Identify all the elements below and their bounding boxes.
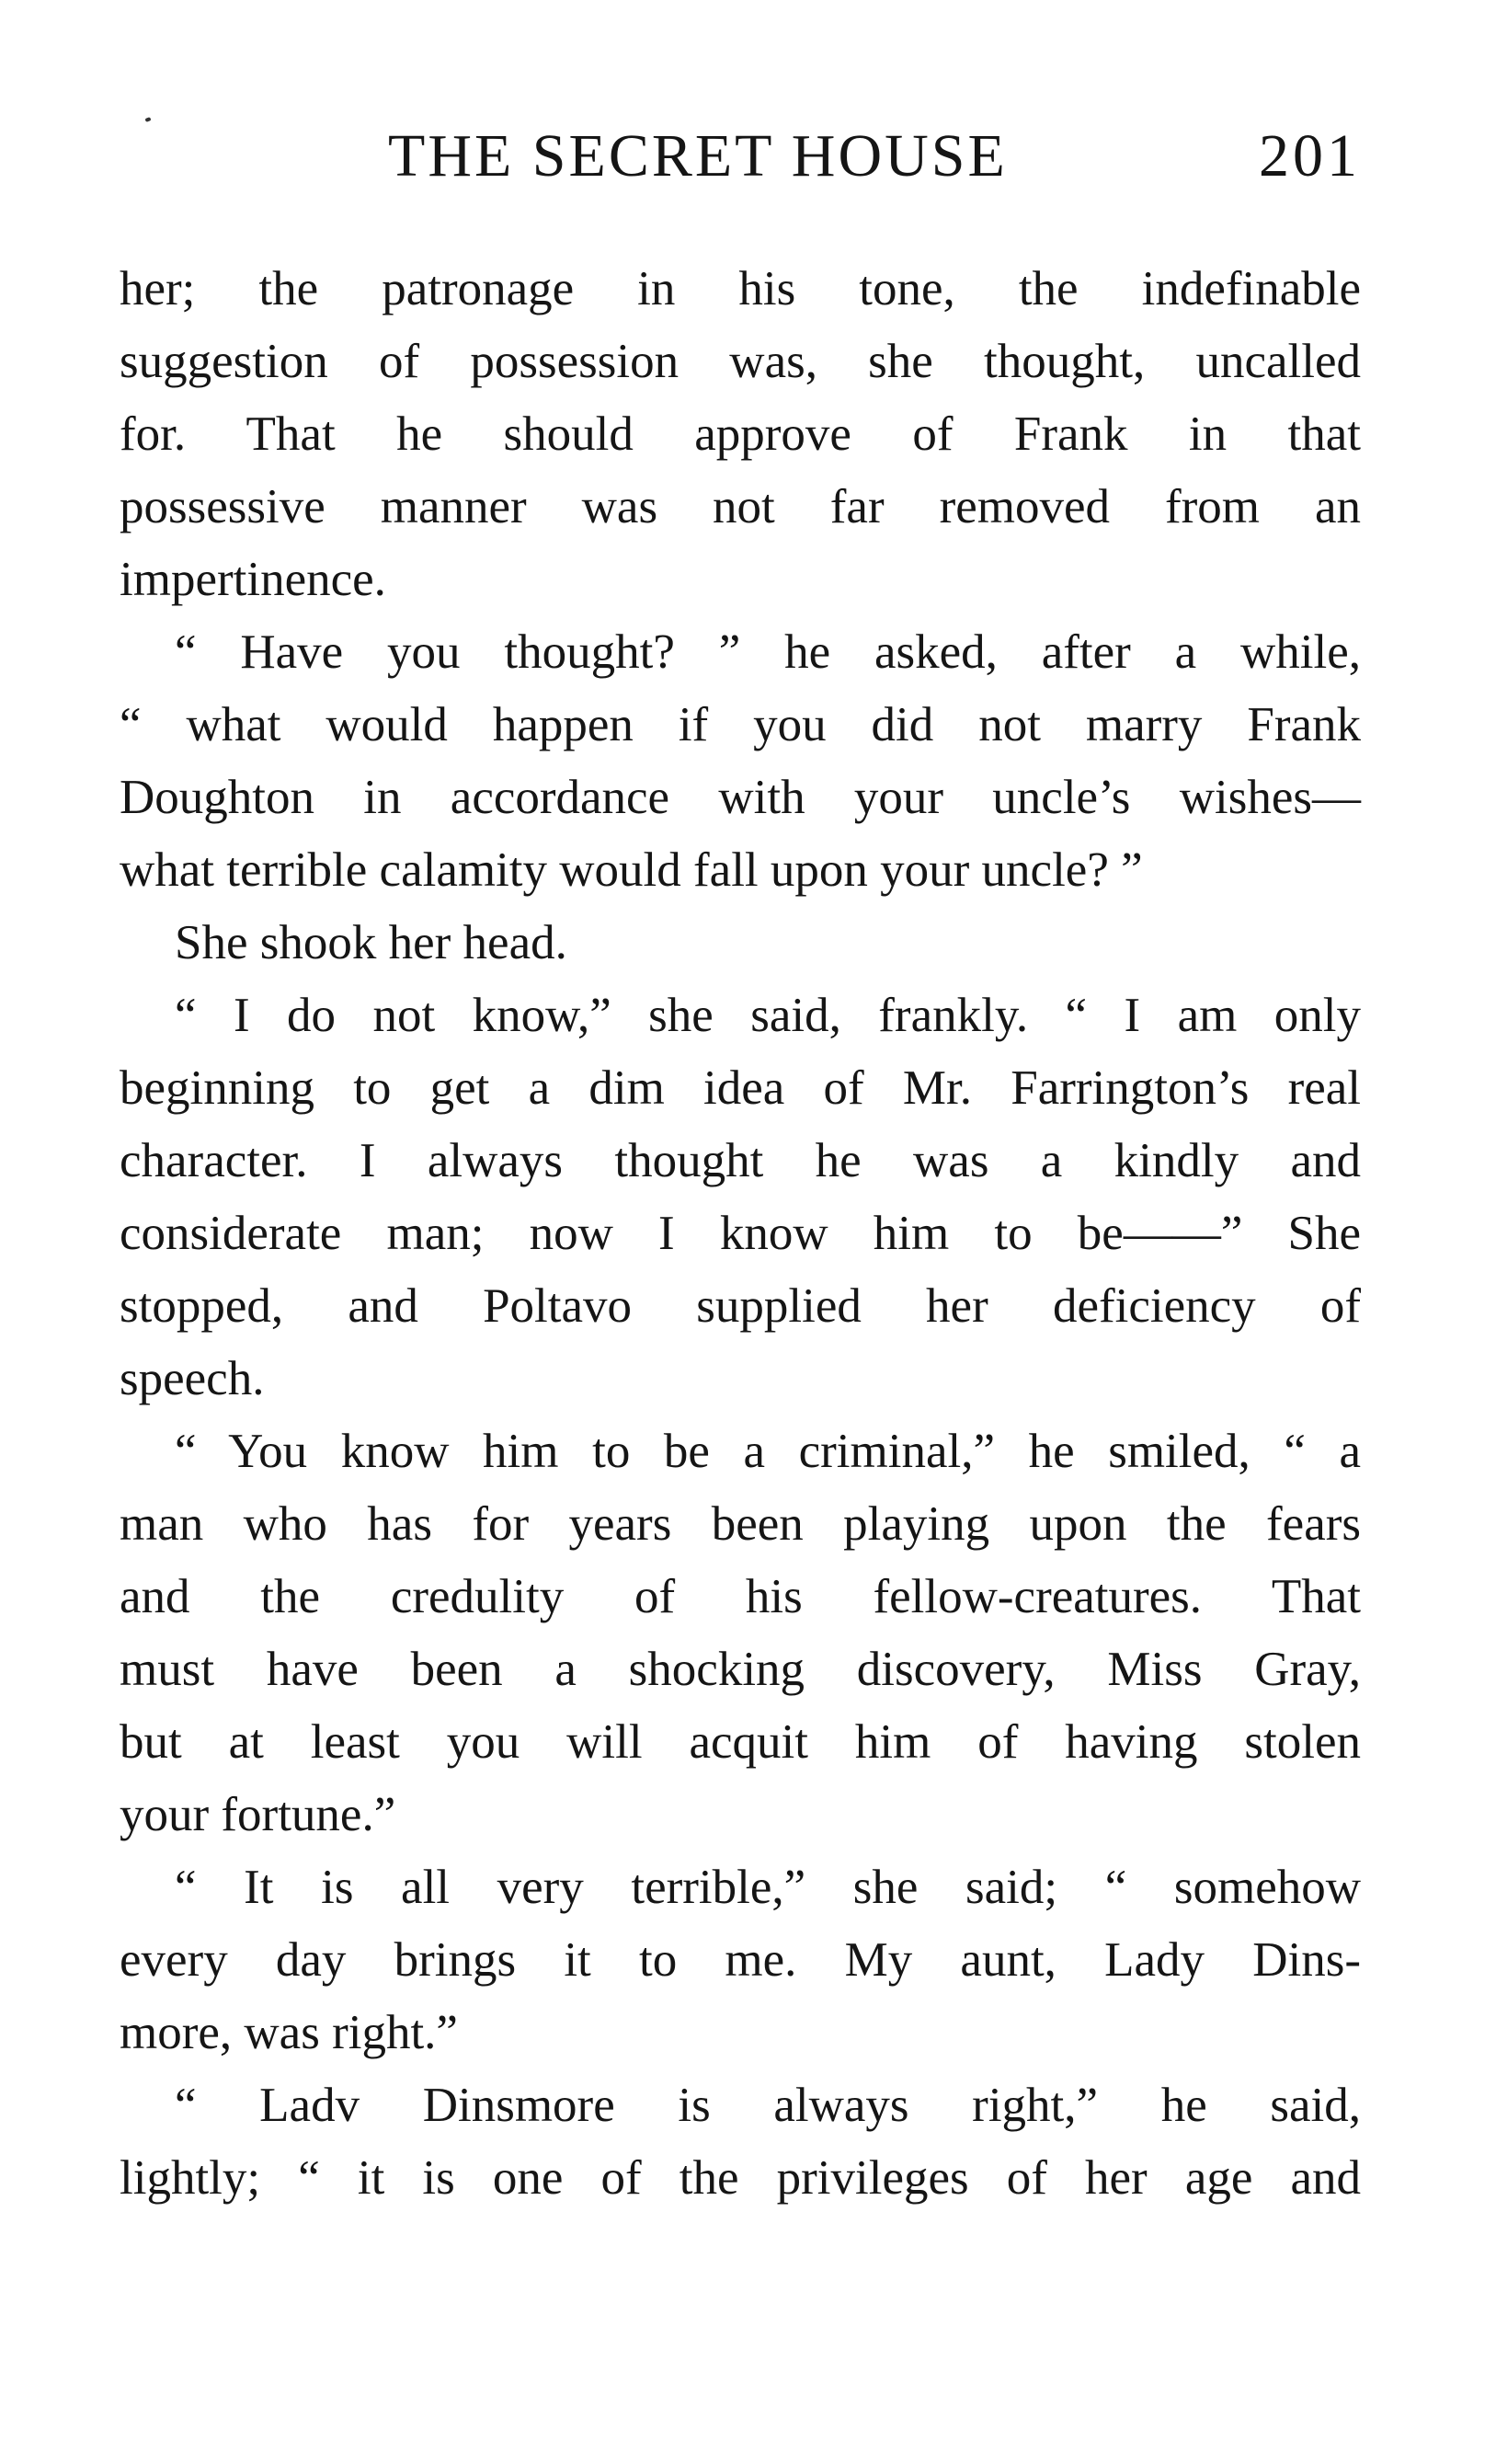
text-line: your fortune.” — [120, 1788, 396, 1841]
text-line: man who has for years been playing upon the fears — [120, 1497, 1361, 1551]
text-line: impertinence. — [120, 553, 386, 606]
text-line: stopped, and Poltavo supplied her deficiency of — [120, 1279, 1361, 1333]
paragraph — [120, 2069, 1361, 2215]
paragraph — [120, 1415, 1361, 1851]
text-line: but at least you will acquit him of having stolen — [120, 1715, 1361, 1769]
text-line: more, was right.” — [120, 2006, 458, 2059]
text-line: suggestion of possession was, she thought, uncalled — [120, 335, 1361, 388]
text-line: “ It is all very terrible,” she said; “ somehow — [175, 1861, 1361, 1914]
paragraph — [120, 1851, 1361, 2069]
text-line: her; the patronage in his tone, the indefinable — [120, 262, 1361, 315]
body-text — [120, 253, 1361, 2215]
text-line: character. I always thought he was a kindly and — [120, 1134, 1361, 1187]
text-line: speech. — [120, 1352, 265, 1405]
page-header — [120, 121, 1361, 204]
text-line: “ what would happen if you did not marry Frank — [120, 698, 1361, 751]
page-number: 201 — [1259, 122, 1361, 189]
text-line: possessive manner was not far removed from an — [120, 480, 1361, 533]
text-line: “ You know him to be a criminal,” he smiled, “ a — [175, 1425, 1361, 1478]
text-line: what terrible calamity would fall upon your uncle? ” — [120, 843, 1143, 897]
text-line: must have been a shocking discovery, Miss Gray, — [120, 1643, 1361, 1696]
text-line: “ Ladv Dinsmore is always right,” he said, — [175, 2079, 1361, 2132]
running-title: THE SECRET HOUSE — [388, 122, 1008, 189]
text-line: beginning to get a dim idea of Mr. Farrington’s real — [120, 1061, 1361, 1115]
text-line: She shook her head. — [175, 916, 567, 969]
paragraph — [120, 253, 1361, 616]
text-line: “ Have you thought? ” he asked, after a while, — [175, 625, 1361, 679]
paragraph — [120, 616, 1361, 907]
text-line: for. That he should approve of Frank in that — [120, 407, 1361, 461]
text-line: Doughton in accordance with your uncle’s wishes— — [120, 771, 1361, 824]
text-line: lightly; “ it is one of the privileges of her age and — [120, 2151, 1361, 2205]
text-line: every day brings it to me. My aunt, Lady Dins- — [120, 1933, 1361, 1987]
paragraph — [120, 980, 1361, 1415]
text-line: “ I do not know,” she said, frankly. “ I am only — [175, 989, 1361, 1042]
text-line: considerate man; now I know him to be——” She — [120, 1207, 1361, 1260]
paragraph — [120, 907, 1361, 980]
text-line: and the credulity of his fellow-creatures. That — [120, 1570, 1361, 1623]
